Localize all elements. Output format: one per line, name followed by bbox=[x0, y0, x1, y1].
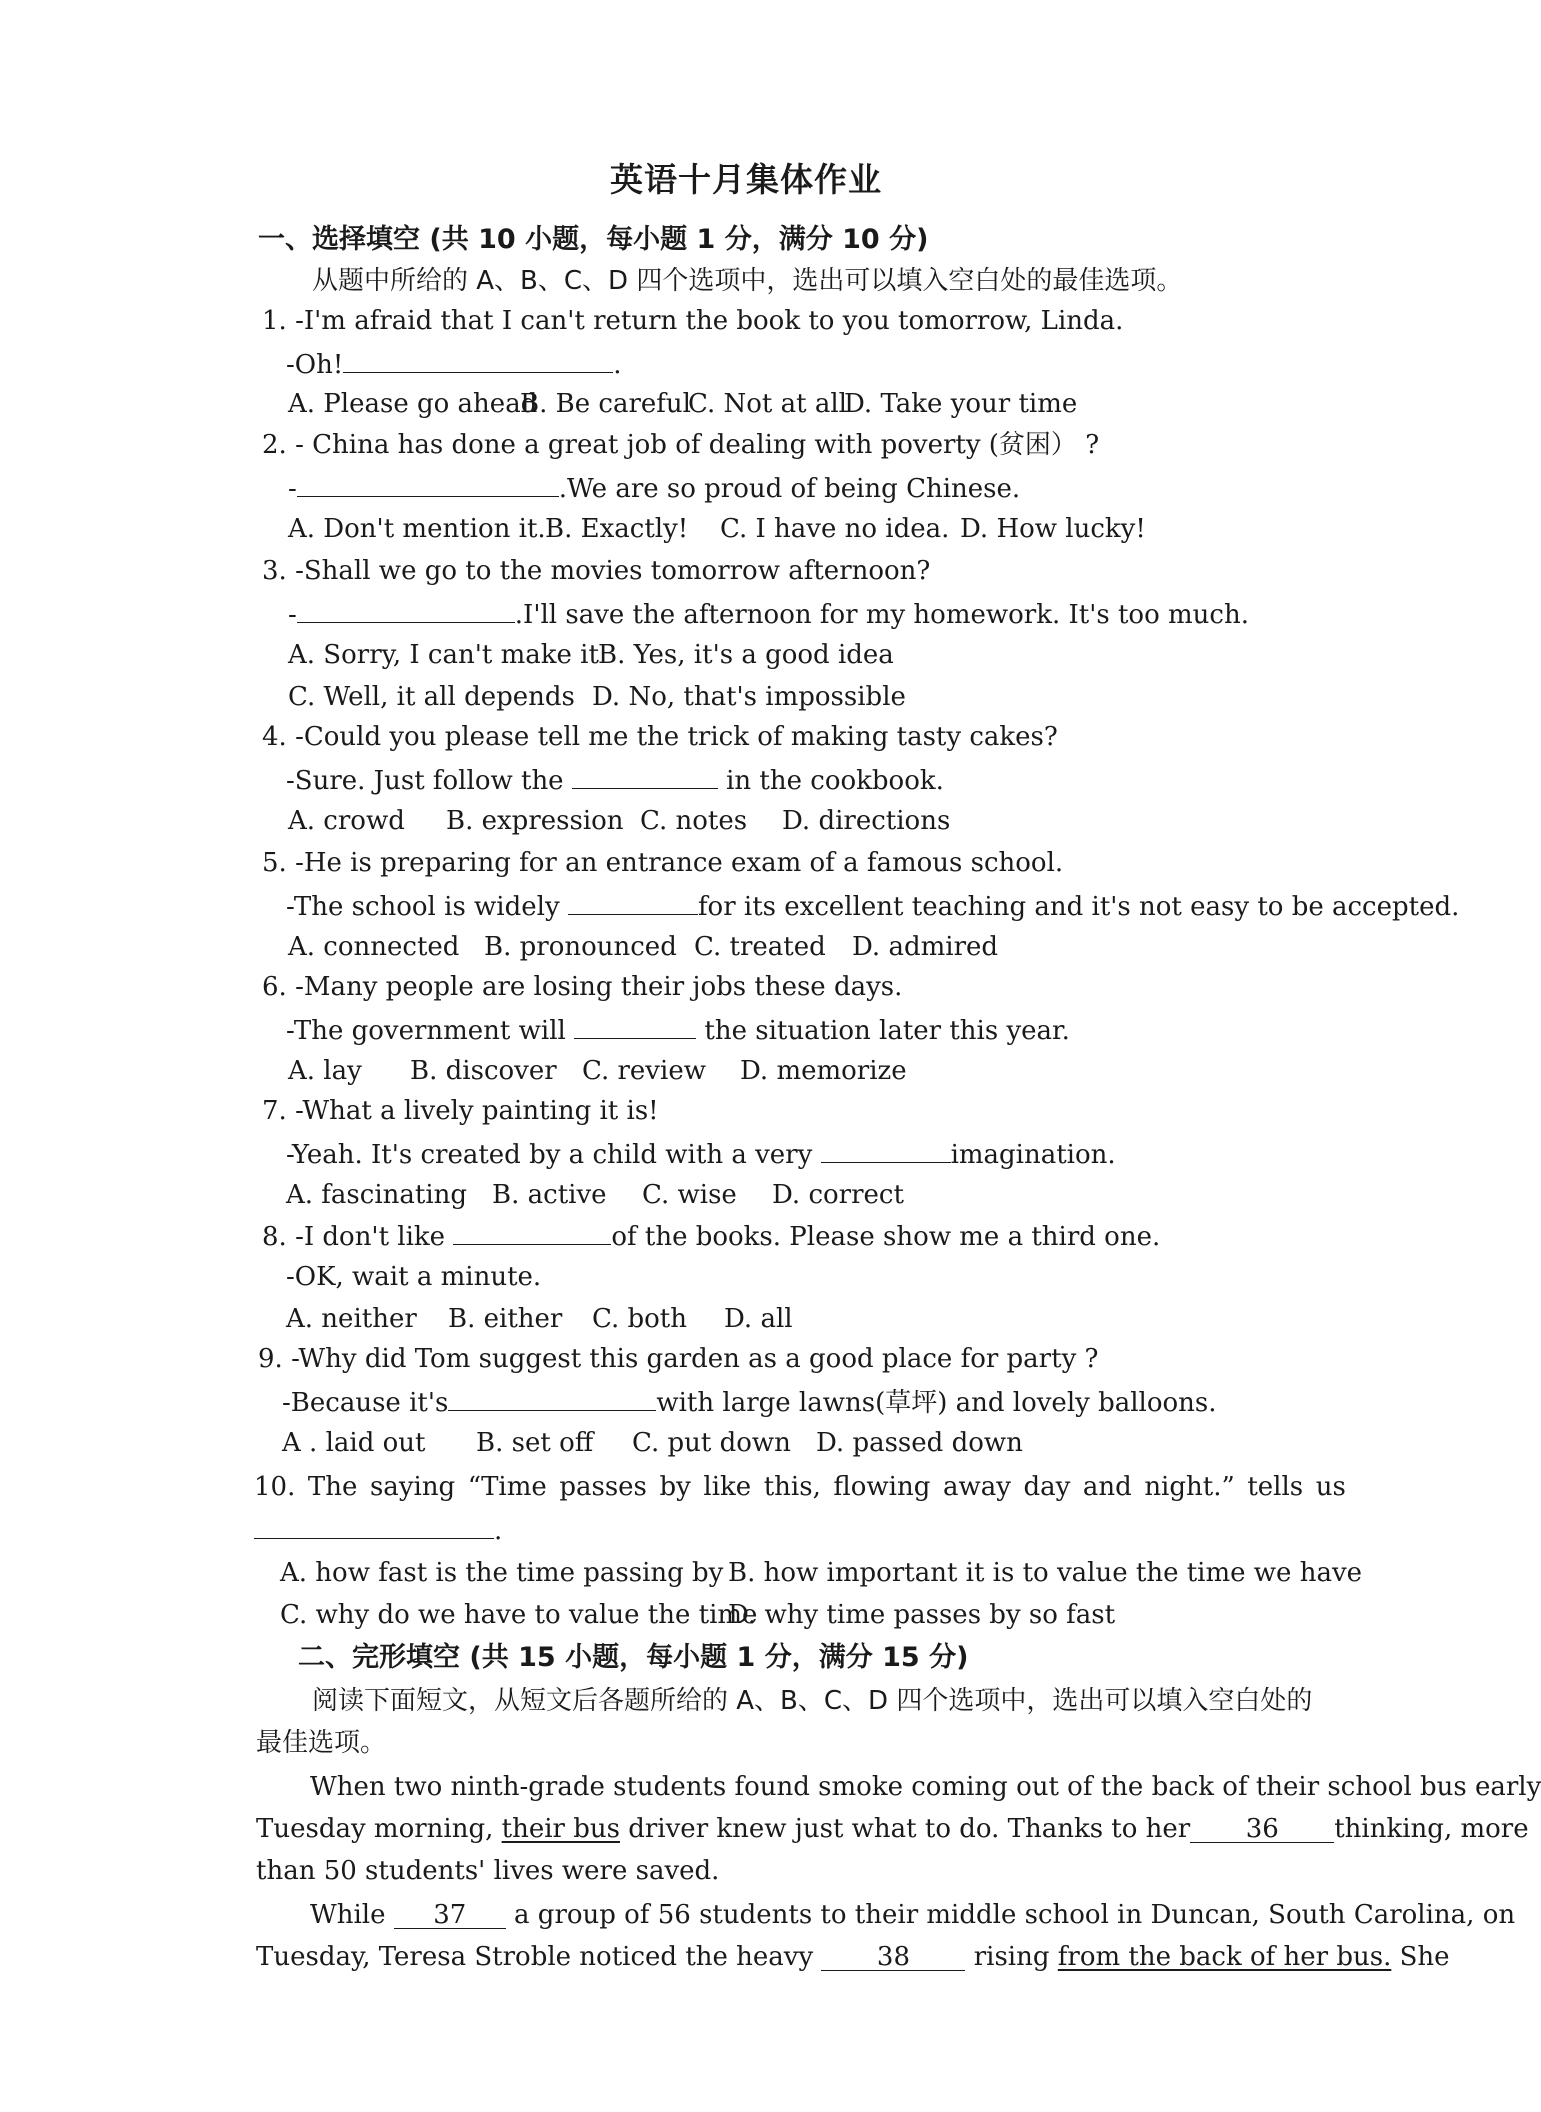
text-run: driver knew just what to do. Thanks to her bbox=[628, 1814, 1191, 1844]
answer-blank bbox=[821, 1140, 951, 1163]
stem-word: day bbox=[1023, 1472, 1071, 1502]
question-6-option-a: A. lay bbox=[288, 1056, 362, 1086]
question-5-stem: 5. -He is preparing for an entrance exam of a famous school. bbox=[262, 848, 1064, 878]
stem-word: away bbox=[942, 1472, 1011, 1502]
answer-blank bbox=[297, 600, 515, 623]
reply-suffix: in the cookbook. bbox=[726, 766, 944, 796]
text-run: thinking, more bbox=[1334, 1814, 1529, 1844]
cloze-blank-36: 36 bbox=[1190, 1816, 1334, 1843]
question-2-reply bbox=[288, 474, 1020, 502]
stem-suffix: of the books. Please show me a third one. bbox=[611, 1222, 1161, 1252]
question-2-option-b: B. Exactly! bbox=[545, 514, 689, 544]
section-instruction-2-line-2: 最佳选项。 bbox=[256, 1728, 387, 1758]
question-6-reply bbox=[286, 1016, 1070, 1044]
answer-blank bbox=[453, 1222, 611, 1245]
answer-blank bbox=[297, 474, 559, 497]
section-heading-2: 二、完形填空 (共 15 小题，每小题 1 分，满分 15 分) bbox=[298, 1642, 969, 1673]
question-5-reply bbox=[286, 892, 1459, 920]
cloze-blank-37: 37 bbox=[394, 1902, 506, 1929]
section-instruction-2-line-1: 阅读下面短文，从短文后各题所给的 A、B、C、D 四个选项中，选出可以填入空白处的 bbox=[312, 1686, 1313, 1716]
reply-suffix: the situation later this year. bbox=[704, 1016, 1070, 1046]
page-title: 英语十月集体作业 bbox=[610, 160, 882, 199]
question-1-option-d: D. Take your time bbox=[844, 389, 1078, 419]
question-8-option-d: D. all bbox=[724, 1304, 793, 1334]
stem-word: 10. bbox=[254, 1472, 296, 1502]
answer-blank bbox=[448, 1388, 656, 1411]
question-1-option-c: C. Not at all bbox=[688, 389, 847, 419]
reply-prefix: -The government will bbox=[286, 1016, 566, 1046]
stem-prefix: 8. -I don't like bbox=[262, 1222, 446, 1252]
stem-word: “Time bbox=[467, 1472, 547, 1502]
question-6-stem: 6. -Many people are losing their jobs these days. bbox=[262, 972, 903, 1002]
passage-line-2 bbox=[256, 1816, 1529, 1843]
passage-line-4 bbox=[310, 1902, 1515, 1929]
question-9-option-d: D. passed down bbox=[816, 1428, 1023, 1458]
question-8-option-c: C. both bbox=[592, 1304, 687, 1334]
question-9-stem: 9. -Why did Tom suggest this garden as a good place for party ? bbox=[258, 1344, 1099, 1374]
question-7-option-b: B. active bbox=[492, 1180, 607, 1210]
question-7-option-d: D. correct bbox=[772, 1180, 904, 1210]
passage-line-1: When two ninth-grade students found smoke coming out of the back of their school bus early bbox=[310, 1772, 1541, 1802]
question-10-option-a: A. how fast is the time passing by bbox=[280, 1558, 724, 1588]
question-1-stem: 1. -I'm afraid that I can't return the book to you tomorrow, Linda. bbox=[262, 306, 1124, 336]
stem-word: saying bbox=[369, 1472, 456, 1502]
stem-word: tells bbox=[1247, 1472, 1304, 1502]
reply-suffix: imagination. bbox=[950, 1140, 1116, 1170]
text-run: Tuesday, Teresa Stroble noticed the heavy bbox=[256, 1942, 814, 1972]
stem-word: like bbox=[703, 1472, 752, 1502]
answer-blank bbox=[254, 1516, 494, 1539]
reply-prefix: -Yeah. It's created by a child with a very bbox=[286, 1140, 813, 1170]
answer-blank bbox=[574, 1016, 696, 1039]
question-8-option-b: B. either bbox=[448, 1304, 563, 1334]
question-3-option-a: A. Sorry, I can't make it bbox=[288, 640, 599, 670]
stem-word: this, bbox=[763, 1472, 821, 1502]
question-8-reply: -OK, wait a minute. bbox=[286, 1262, 542, 1292]
answer-blank bbox=[572, 766, 718, 789]
stem-word: by bbox=[659, 1472, 691, 1502]
question-9-option-a: A . laid out bbox=[282, 1428, 426, 1458]
question-2-option-a: A. Don't mention it. bbox=[288, 514, 546, 544]
question-9-option-b: B. set off bbox=[476, 1428, 594, 1458]
question-5-option-c: C. treated bbox=[694, 932, 826, 962]
question-4-stem: 4. -Could you please tell me the trick of making tasty cakes? bbox=[262, 722, 1058, 752]
stem-word: and bbox=[1082, 1472, 1132, 1502]
section-heading-1: 一、选择填空 (共 10 小题，每小题 1 分，满分 10 分) bbox=[258, 224, 929, 255]
question-10-blank-line bbox=[254, 1516, 502, 1544]
question-2-stem: 2. - China has done a great job of dealing with poverty (贫困） ? bbox=[262, 430, 1100, 460]
question-10-stem bbox=[254, 1474, 1346, 1500]
question-1-reply bbox=[286, 350, 622, 378]
text-run: She bbox=[1399, 1942, 1450, 1972]
stem-word: night.” bbox=[1144, 1472, 1235, 1502]
question-6-option-d: D. memorize bbox=[740, 1056, 907, 1086]
question-1-option-a: A. Please go ahead bbox=[288, 389, 538, 419]
question-1-option-b: B. Be careful bbox=[520, 389, 691, 419]
question-9-reply bbox=[282, 1388, 1217, 1416]
blank-tail: . bbox=[494, 1516, 503, 1546]
reply-prefix: - bbox=[288, 600, 297, 630]
question-2-option-d: D. How lucky! bbox=[960, 514, 1146, 544]
question-6-option-b: B. discover bbox=[410, 1056, 557, 1086]
question-10-option-c: C. why do we have to value the time bbox=[280, 1600, 758, 1630]
question-3-option-d: D. No, that's impossible bbox=[592, 682, 906, 712]
underlined-text: their bus bbox=[501, 1814, 620, 1844]
answer-blank bbox=[343, 350, 613, 373]
question-7-stem: 7. -What a lively painting it is! bbox=[262, 1096, 659, 1126]
question-4-reply bbox=[286, 766, 944, 794]
question-8-stem bbox=[262, 1222, 1160, 1250]
text-run: While bbox=[310, 1900, 386, 1930]
section-instruction-1: 从题中所给的 A、B、C、D 四个选项中，选出可以填入空白处的最佳选项。 bbox=[312, 266, 1183, 296]
question-3-option-b: B. Yes, it's a good idea bbox=[598, 640, 894, 670]
question-8-option-a: A. neither bbox=[286, 1304, 417, 1334]
question-10-option-d: D. why time passes by so fast bbox=[728, 1600, 1116, 1630]
passage-line-5 bbox=[256, 1944, 1450, 1971]
question-4-option-d: D. directions bbox=[782, 806, 951, 836]
question-3-option-c: C. Well, it all depends bbox=[288, 682, 575, 712]
reply-prefix: -Because it's bbox=[282, 1388, 449, 1418]
question-3-reply bbox=[288, 600, 1249, 628]
question-3-stem: 3. -Shall we go to the movies tomorrow afternoon? bbox=[262, 556, 931, 586]
text-run: rising bbox=[973, 1942, 1050, 1972]
stem-word: The bbox=[307, 1472, 358, 1502]
question-6-option-c: C. review bbox=[582, 1056, 706, 1086]
question-4-option-b: B. expression bbox=[446, 806, 624, 836]
question-7-option-a: A. fascinating bbox=[286, 1180, 468, 1210]
passage-line-3: than 50 students' lives were saved. bbox=[256, 1856, 720, 1886]
question-4-option-c: C. notes bbox=[640, 806, 748, 836]
question-7-option-c: C. wise bbox=[642, 1180, 737, 1210]
reply-suffix: .I'll save the afternoon for my homework. It's too much. bbox=[514, 600, 1249, 630]
reply-suffix: for its excellent teaching and it's not easy to be accepted. bbox=[697, 892, 1460, 922]
question-2-option-c: C. I have no idea. bbox=[720, 514, 950, 544]
reply-suffix: with large lawns(草坪) and lovely balloons. bbox=[656, 1388, 1217, 1418]
reply-prefix: -Sure. Just follow the bbox=[286, 766, 564, 796]
cloze-blank-38: 38 bbox=[821, 1944, 965, 1971]
reply-suffix: . bbox=[613, 350, 622, 380]
stem-word: us bbox=[1315, 1472, 1346, 1502]
question-5-option-b: B. pronounced bbox=[484, 932, 677, 962]
stem-word: flowing bbox=[833, 1472, 931, 1502]
question-5-option-d: D. admired bbox=[852, 932, 999, 962]
reply-prefix: -Oh! bbox=[286, 350, 344, 380]
reply-prefix: -The school is widely bbox=[286, 892, 560, 922]
underlined-text: from the back of her bus. bbox=[1057, 1942, 1392, 1972]
stem-word: passes bbox=[559, 1472, 647, 1502]
answer-blank bbox=[568, 892, 698, 915]
reply-prefix: - bbox=[288, 474, 297, 504]
reply-suffix: .We are so proud of being Chinese. bbox=[558, 474, 1021, 504]
question-10-option-b: B. how important it is to value the time we have bbox=[728, 1558, 1363, 1588]
question-5-option-a: A. connected bbox=[288, 932, 460, 962]
question-4-option-a: A. crowd bbox=[288, 806, 405, 836]
text-run: a group of 56 students to their middle school in Duncan, South Carolina, on bbox=[514, 1900, 1516, 1930]
text-run: Tuesday morning, bbox=[256, 1814, 494, 1844]
question-9-option-c: C. put down bbox=[632, 1428, 791, 1458]
question-7-reply bbox=[286, 1140, 1116, 1168]
